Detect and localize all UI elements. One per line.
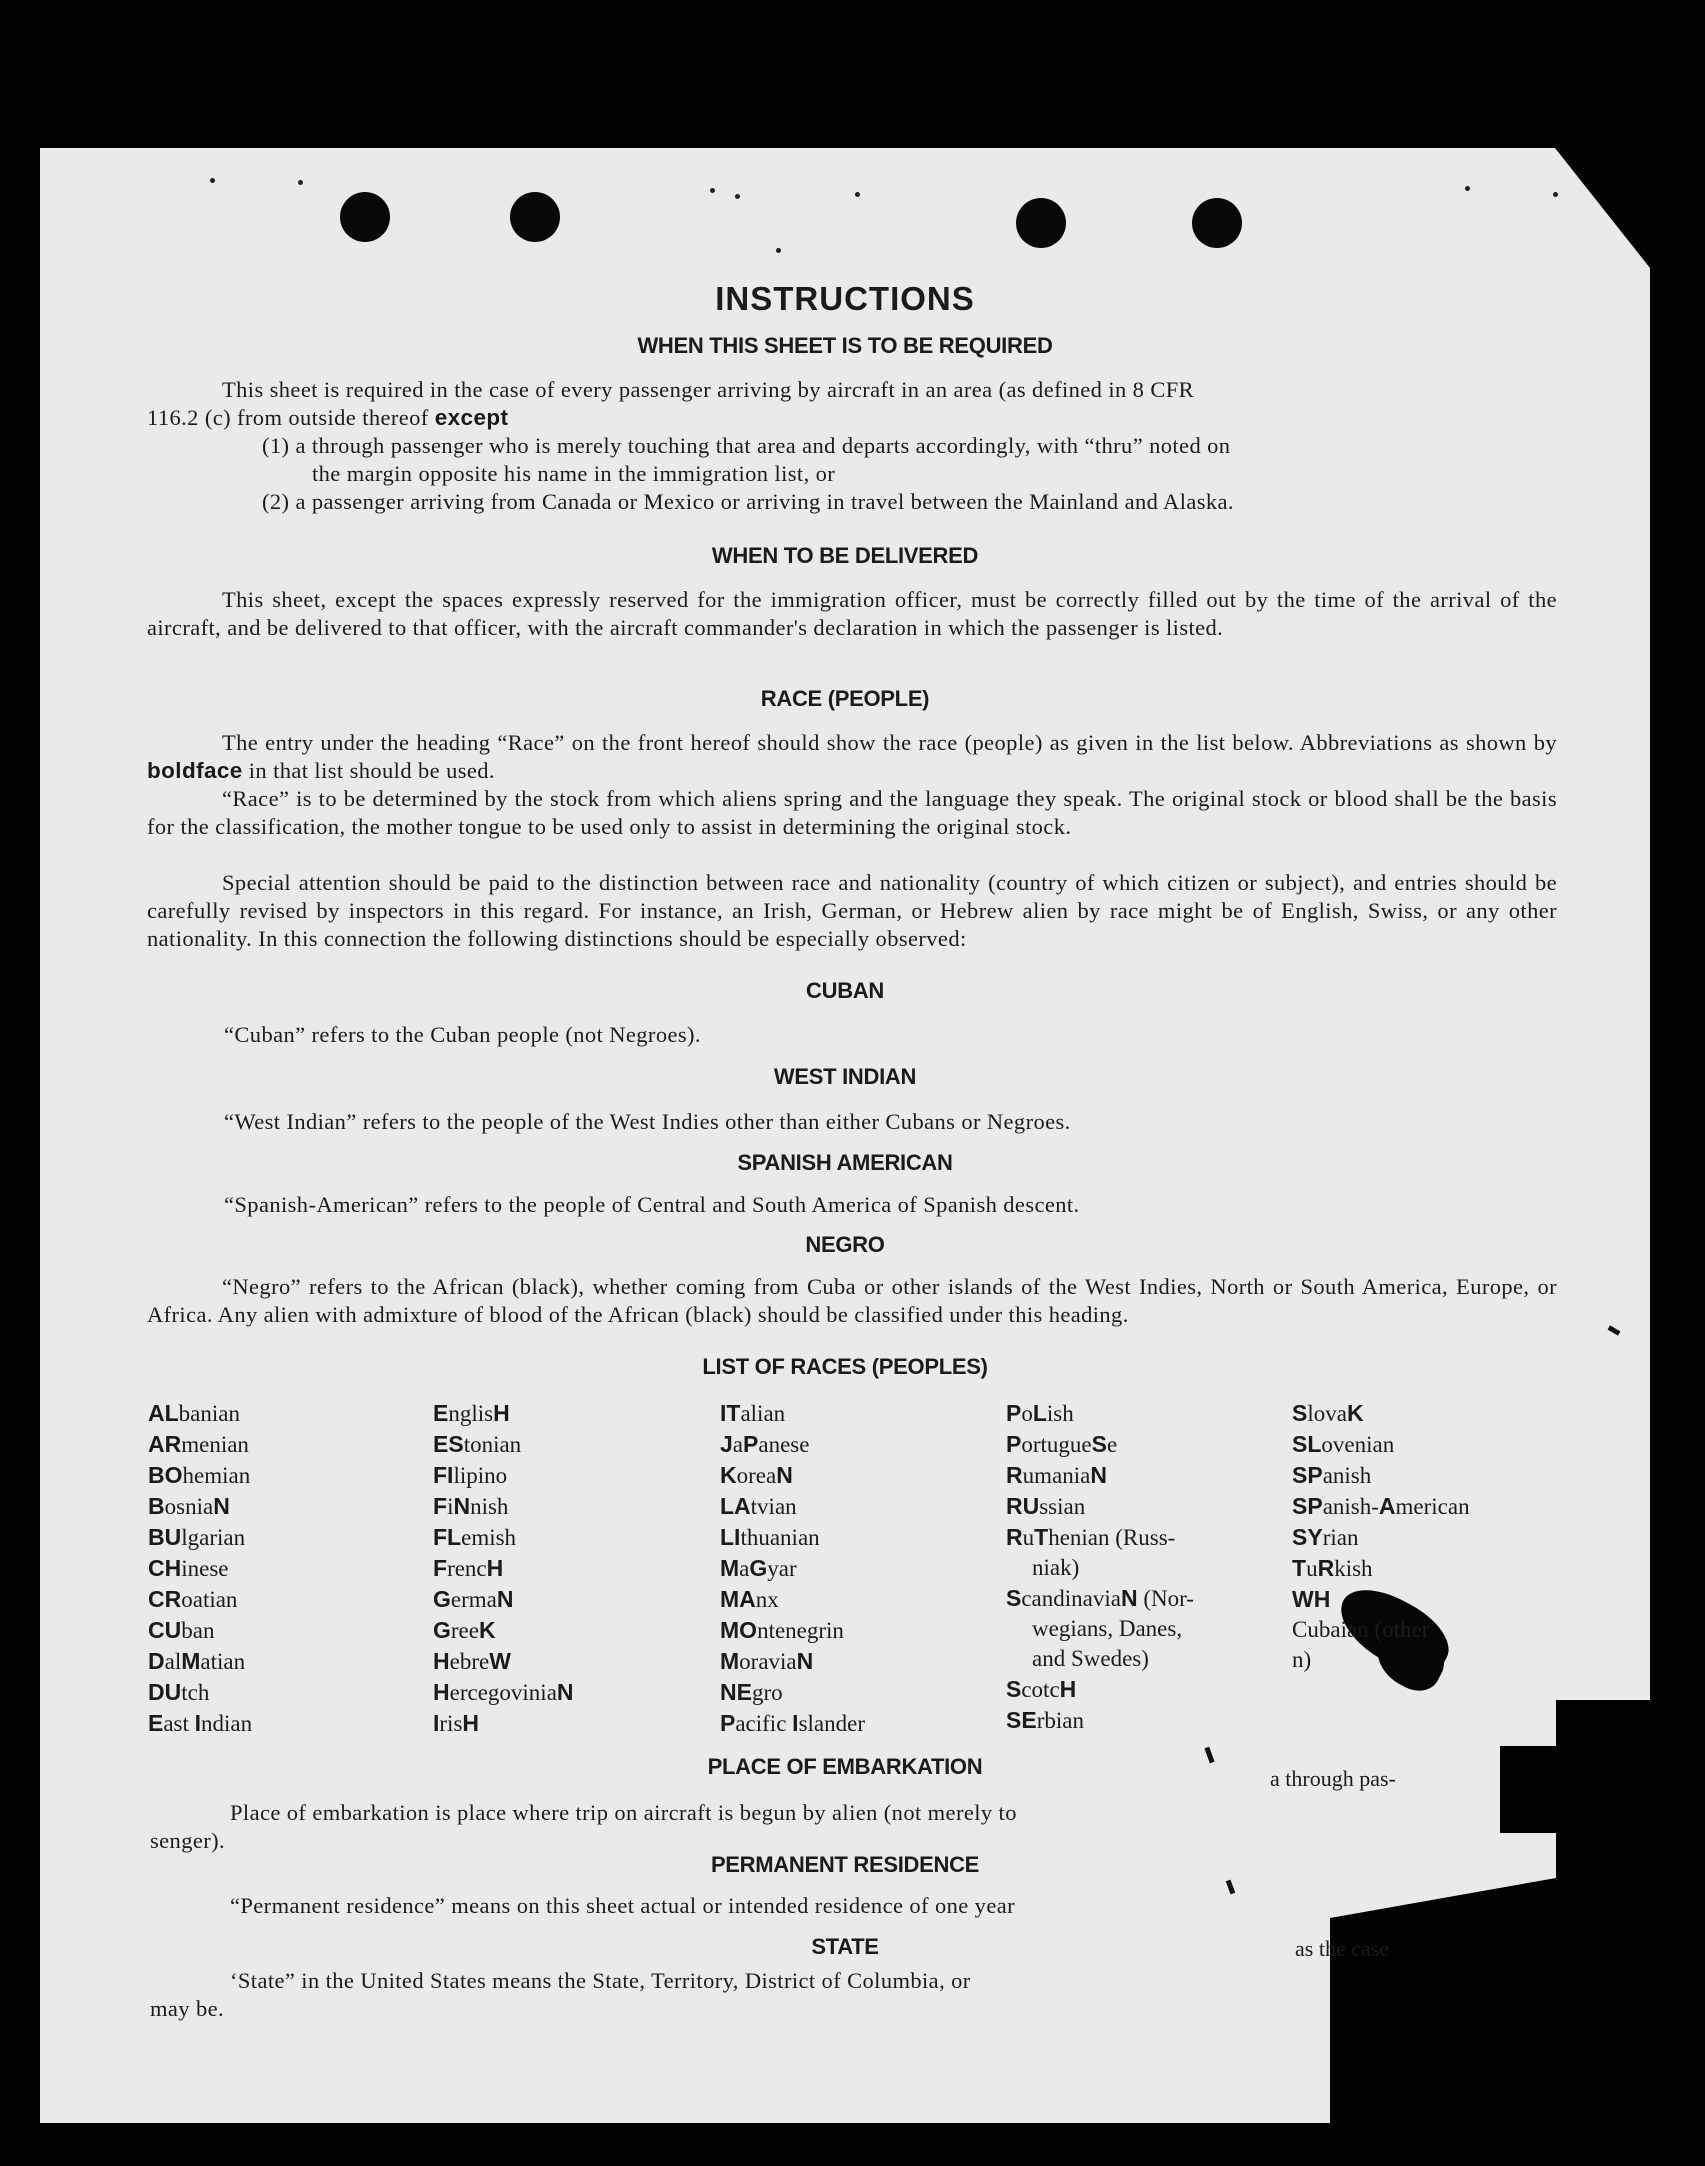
race-text: tonian [463,1432,522,1457]
race-text: ovenian [1321,1432,1395,1457]
race-text: e [1106,1432,1118,1457]
race-text: anish- [1322,1494,1379,1519]
race-entry [148,1677,252,1708]
race-entry [1006,1522,1194,1553]
race-text: n) [1292,1647,1312,1672]
race-abbrev: S [1006,1676,1022,1702]
race-text: alian [740,1401,786,1426]
race-abbrev: SP [1292,1462,1323,1488]
race-abbrev: LA [720,1493,751,1519]
race-entry [1292,1615,1470,1645]
race-entry [1006,1644,1194,1674]
race-text: oatian [181,1587,238,1612]
race-text: tvian [750,1494,797,1519]
race-entry [433,1522,574,1553]
paragraph-text: “Negro” refers to the African (black), whether coming from Cuba or other islands of the West Indies, North or South America, Europe, or Africa. Any alien with admixture of blood of the African (black) should be classified under this heading. [147,1274,1557,1327]
race-text: wegians, Danes, [1032,1616,1183,1641]
race-entry [720,1491,865,1522]
race-entry [148,1646,252,1677]
race-text: renc [447,1556,487,1581]
race-abbrev: M [181,1648,201,1674]
text-line: This sheet is required in the case of every passenger arriving by aircraft in an area (as defined in 8 CFR [222,377,1195,402]
race-text: erma [450,1587,497,1612]
race-entry [1006,1614,1194,1644]
race-text: slander [798,1711,865,1736]
race-text: ebre [449,1649,490,1674]
race-abbrev: K [1346,1400,1364,1426]
race-text: ntenegrin [757,1618,844,1643]
race-abbrev: BU [148,1524,182,1550]
race-text: acific [735,1711,793,1736]
race-entry [433,1398,574,1429]
race-abbrev: A [1378,1493,1396,1519]
race-text: banian [178,1401,240,1426]
race-entry [1006,1583,1194,1614]
race-entry [433,1491,574,1522]
race-text: ercegovinia [449,1680,557,1705]
race-text: ortugue [1021,1432,1092,1457]
text-line: the margin opposite his name in the immigration list, or [312,461,836,486]
paragraph [147,586,1557,642]
race-abbrev: H [433,1648,450,1674]
paragraph-text: “Race” is to be determined by the stock from which aliens spring and the language they speak. The original stock or blood shall be the basis for the classification, the mother tongue to be used only to assist in determining the original stock. [147,786,1557,839]
race-abbrev: FI [433,1462,454,1488]
race-entry [433,1429,574,1460]
heading-spanish-american: SPANISH AMERICAN [737,1150,953,1175]
race-text: yar [767,1556,797,1581]
speck [298,180,303,185]
race-abbrev: E [433,1400,449,1426]
race-abbrev: MA [720,1586,756,1612]
race-abbrev: J [720,1431,733,1457]
race-abbrev: G [433,1586,451,1612]
heading-embarkation: PLACE OF EMBARKATION [707,1754,983,1779]
text-span: 116.2 (c) from outside thereof [147,405,435,430]
race-text: ast [163,1711,195,1736]
bold-word: boldface [147,757,243,783]
text-fragment: as the case [1295,1936,1390,1961]
race-text: i [447,1494,454,1519]
race-entry [720,1553,865,1584]
race-entry [1006,1460,1194,1491]
race-text: u [1022,1525,1035,1550]
race-abbrev: SE [1006,1707,1037,1733]
race-text: a [732,1432,744,1457]
race-text: rbian [1036,1708,1084,1733]
text-fragment: a through pas- [1270,1766,1396,1791]
race-text: and Swedes) [1032,1646,1149,1671]
race-text: ban [181,1618,215,1643]
race-text: henian (Russ- [1048,1525,1176,1550]
text-line: (1) a through passenger who is merely touching that area and departs accordingly, with “thru” noted on [262,433,1231,458]
race-entry [433,1677,574,1708]
paragraph [147,729,1557,785]
race-abbrev: AR [148,1431,182,1457]
race-abbrev: BO [148,1462,183,1488]
race-entry [148,1708,252,1739]
race-text: a [739,1556,750,1581]
race-entry [720,1460,865,1491]
punch-hole [1192,198,1242,248]
race-entry [720,1615,865,1646]
race-abbrev: AL [148,1400,179,1426]
race-entry [433,1708,574,1739]
race-abbrev: N [1090,1462,1107,1488]
race-abbrev: ES [433,1431,464,1457]
race-abbrev: B [148,1493,165,1519]
text-line [147,405,508,431]
race-entry [1292,1522,1470,1553]
race-entry [148,1553,252,1584]
paragraph [147,785,1557,841]
race-entry [148,1398,252,1429]
race-abbrev: P [1006,1400,1022,1426]
heading-race: RACE (PEOPLE) [760,686,930,711]
text-line: “Cuban” refers to the Cuban people (not Negroes). [224,1022,701,1047]
heading-list-of-races: LIST OF RACES (PEOPLES) [702,1354,988,1379]
race-entry [720,1584,865,1615]
race-text: candinavia [1021,1586,1121,1611]
heading-when-required: WHEN THIS SHEET IS TO BE REQUIRED [637,333,1053,358]
race-text: nish [470,1494,509,1519]
race-text: anish [1322,1463,1372,1488]
races-column-4 [1006,1398,1194,1736]
race-abbrev: R [1006,1524,1023,1550]
race-entry [1292,1398,1470,1429]
race-text: u [1306,1556,1318,1581]
text-line: ‘State” in the United States means the State, Territory, District of Columbia, or [230,1968,971,1993]
race-abbrev: T [1034,1524,1049,1550]
race-text: inese [181,1556,229,1581]
race-text: oravia [739,1649,797,1674]
race-text: niak) [1032,1555,1080,1580]
paragraph-text: Special attention should be paid to the distinction between race and nationality (country of which citizen or subject), and entries should be carefully revised by inspectors in this regard. For instance, an Irish, German, or Hebrew alien by race might be of English, Swiss, or any other nationality. In this connection the following distinctions should be especially observed: [147,870,1557,951]
race-entry [720,1398,865,1429]
text-line: “West Indian” refers to the people of the West Indies other than either Cubans or Negroes. [224,1109,1071,1134]
race-abbrev: SL [1292,1431,1322,1457]
race-text: ree [450,1618,479,1643]
punch-hole [510,192,560,242]
race-text: Cuba [1292,1617,1341,1642]
race-entry [720,1646,865,1677]
race-abbrev: CR [148,1586,182,1612]
race-entry [433,1584,574,1615]
race-abbrev: G [433,1617,451,1643]
race-entry [1292,1491,1470,1522]
race-entry [1006,1398,1194,1429]
paragraph [147,1273,1557,1329]
race-text: (Nor- [1137,1586,1194,1611]
speck [855,192,860,197]
race-entry [1292,1553,1470,1584]
race-text: gro [751,1680,783,1705]
text-line: senger). [150,1828,226,1853]
race-abbrev: R [1317,1555,1335,1581]
race-abbrev: M [720,1648,740,1674]
text-line: may be. [150,1996,225,2021]
race-text: menian [181,1432,249,1457]
race-text: kish [1334,1556,1373,1581]
race-abbrev: L [1032,1400,1047,1426]
race-entry [433,1646,574,1677]
race-abbrev: N [776,1462,793,1488]
race-abbrev: CH [148,1555,182,1581]
bold-word: except [434,405,509,430]
race-abbrev: RU [1006,1493,1040,1519]
race-abbrev: K [720,1462,737,1488]
race-entry [148,1522,252,1553]
race-abbrev: G [749,1555,768,1581]
race-abbrev: H [462,1710,480,1736]
race-abbrev: LI [720,1524,741,1550]
races-column-1 [148,1398,252,1739]
race-entry [148,1615,252,1646]
race-entry [1292,1584,1470,1615]
race-text: orea [736,1463,777,1488]
race-text: nx [755,1587,779,1612]
race-abbrev: H [486,1555,504,1581]
race-entry [720,1677,865,1708]
race-abbrev: I [433,1710,440,1736]
race-abbrev: H [1059,1676,1077,1702]
race-abbrev: F [433,1493,448,1519]
race-entry [1006,1429,1194,1460]
paragraph-text: in that list should be used. [242,757,495,783]
race-text: ndian [201,1711,253,1736]
speck [776,248,781,253]
heading-west-indian: WEST INDIAN [773,1064,917,1089]
race-text: atian [200,1649,246,1674]
race-entry [148,1460,252,1491]
heading-state: STATE [811,1934,879,1959]
race-abbrev: N [796,1648,814,1674]
punch-hole [340,192,390,242]
race-text: nglis [448,1401,494,1426]
race-abbrev: M [720,1555,740,1581]
race-abbrev: W [489,1648,511,1674]
race-abbrev: F [433,1555,448,1581]
race-abbrev: P [1006,1431,1022,1457]
race-abbrev: SY [1292,1524,1323,1550]
race-abbrev: I [792,1710,799,1736]
punch-hole [1016,198,1066,248]
race-entry [1006,1705,1194,1736]
text-line: “Spanish-American” refers to the people of Central and South America of Spanish descent. [224,1192,1080,1217]
speck [710,188,715,193]
race-abbrev: K [478,1617,496,1643]
speck [735,194,740,199]
race-text: anese [758,1432,810,1457]
race-abbrev: FL [433,1524,462,1550]
race-abbrev: N [1120,1585,1138,1611]
race-entry [1006,1491,1194,1522]
race-abbrev: R [1006,1462,1023,1488]
race-abbrev: H [433,1679,450,1705]
race-abbrev: E [148,1710,164,1736]
race-text: ris [439,1711,463,1736]
race-entry [433,1460,574,1491]
race-abbrev: H [1313,1586,1331,1612]
page-title: INSTRUCTIONS [715,280,975,317]
race-abbrev: S [1091,1431,1107,1457]
race-text: lova [1307,1401,1347,1426]
speck [1465,186,1470,191]
race-entry [433,1615,574,1646]
race-entry [148,1584,252,1615]
race-abbrev: IT [720,1400,741,1426]
paragraph-text: The entry under the heading “Race” on the front hereof should show the race (people) as given in the list below. Abbreviations as shown by [222,730,1557,755]
race-abbrev: W [1292,1586,1314,1612]
race-abbrev: SP [1292,1493,1323,1519]
race-abbrev: N [496,1586,514,1612]
race-entry [720,1429,865,1460]
race-entry [148,1491,252,1522]
text-line: Place of embarkation is place where trip on aircraft is begun by alien (not merely to [230,1800,1017,1825]
heading-permanent-residence: PERMANENT RESIDENCE [710,1852,980,1877]
race-abbrev: D [148,1648,165,1674]
race-entry [1292,1460,1470,1491]
paragraph [147,869,1557,952]
heading-when-delivered: WHEN TO BE DELIVERED [711,543,979,568]
race-abbrev: CU [148,1617,182,1643]
race-text: ian (other [1340,1617,1430,1642]
race-text: ish [1046,1401,1074,1426]
race-entry [720,1708,865,1739]
race-abbrev: N [453,1493,471,1519]
race-text: lipino [453,1463,508,1488]
races-column-5 [1292,1398,1470,1675]
race-entry [1006,1674,1194,1705]
race-entry [433,1553,574,1584]
race-text: merican [1395,1494,1470,1519]
race-text: hemian [182,1463,251,1488]
race-text: o [1021,1401,1033,1426]
races-column-3 [720,1398,865,1739]
race-entry [720,1522,865,1553]
race-abbrev: DU [148,1679,182,1705]
race-text: lgarian [181,1525,246,1550]
race-abbrev: N [213,1493,230,1519]
race-entry [148,1429,252,1460]
race-text: ssian [1039,1494,1086,1519]
speck [1553,192,1558,197]
race-abbrev: S [1006,1585,1022,1611]
race-abbrev: S [1292,1400,1308,1426]
heading-negro: NEGRO [805,1232,885,1257]
race-abbrev: P [720,1710,736,1736]
race-abbrev: P [743,1431,759,1457]
race-entry [1006,1553,1194,1583]
race-abbrev: H [493,1400,510,1426]
text-line: “Permanent residence” means on this sheet actual or intended residence of one year [230,1893,1015,1918]
race-text: umania [1022,1463,1091,1488]
heading-cuban: CUBAN [806,978,884,1003]
race-entry [1292,1645,1470,1675]
race-entry [1292,1429,1470,1460]
race-text: tch [181,1680,210,1705]
race-abbrev: I [194,1710,202,1736]
paragraph-text: This sheet, except the spaces expressly reserved for the immigration officer, must be correctly filled out by the time of the arrival of the aircraft, and be delivered to that officer, with the aircraft commander's declaration in which the passenger is listed. [147,587,1557,640]
text-line: (2) a passenger arriving from Canada or Mexico or arriving in travel between the Mainland and Alaska. [262,489,1234,514]
race-text: al [164,1649,182,1674]
race-abbrev: NE [720,1679,752,1705]
race-abbrev: MO [720,1617,758,1643]
race-text: cotc [1021,1677,1060,1702]
race-text: thuanian [740,1525,820,1550]
race-text: emish [461,1525,517,1550]
race-abbrev: T [1292,1555,1307,1581]
race-abbrev: N [556,1679,574,1705]
race-text: rian [1322,1525,1359,1550]
races-column-2 [433,1398,574,1739]
race-text: osnia [164,1494,214,1519]
speck [210,178,215,183]
